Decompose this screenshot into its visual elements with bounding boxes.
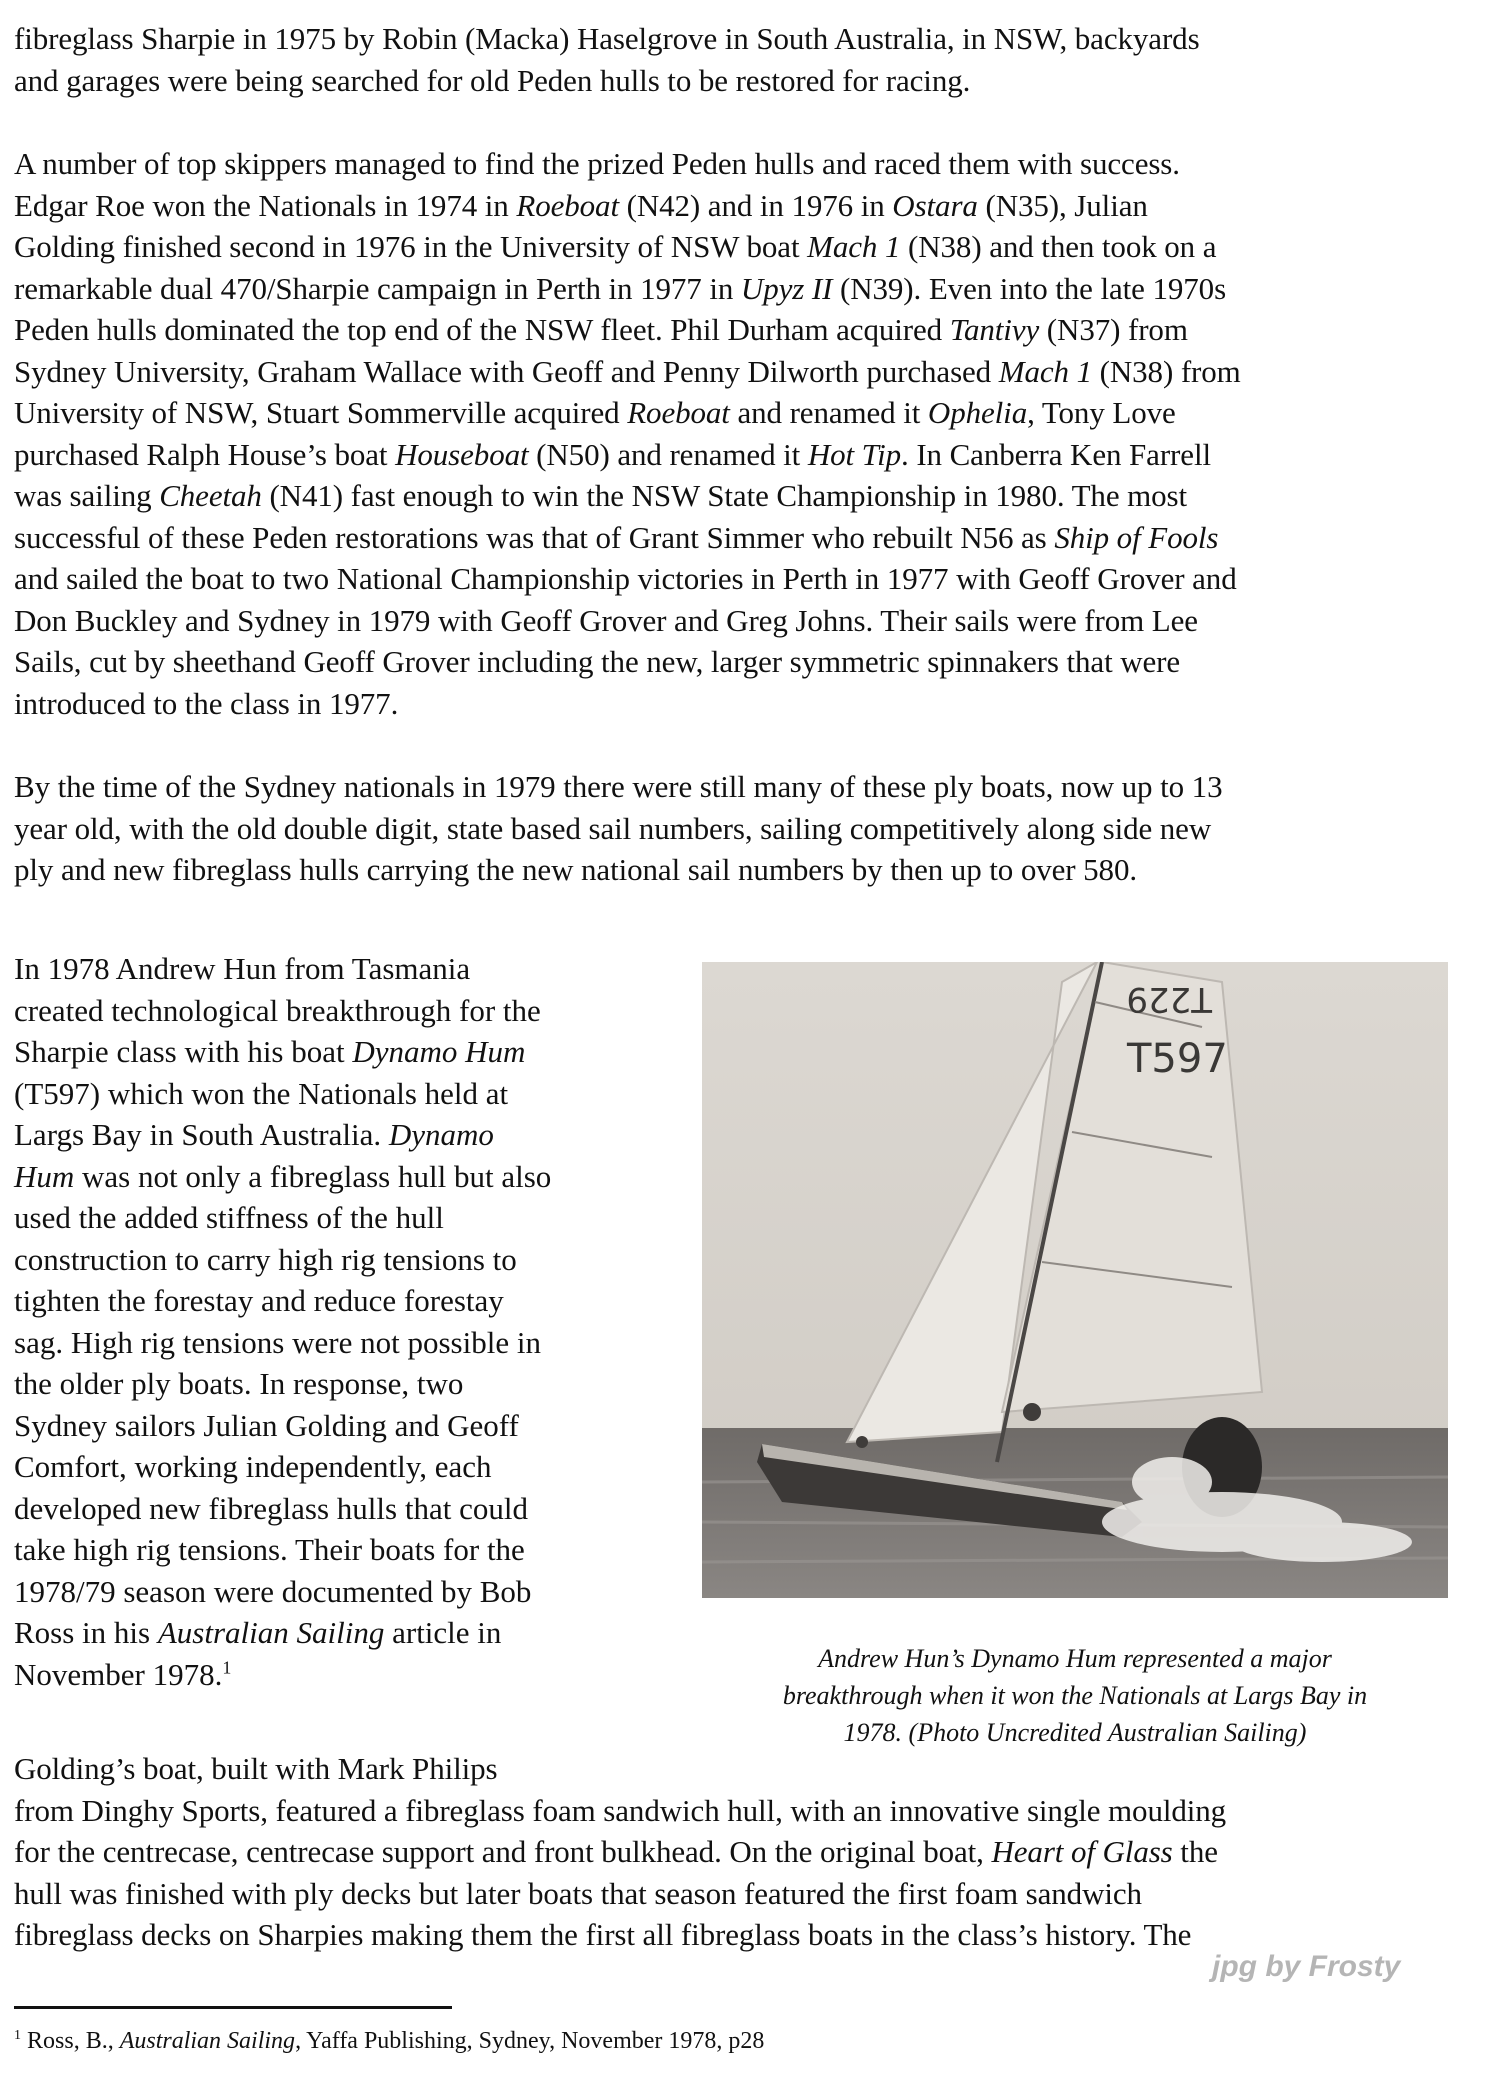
text-segment: (N38) from (1091, 353, 1241, 389)
text-segment: Sydney sailors Julian Golding and Geoff (14, 1407, 519, 1443)
text-line (14, 143, 1494, 185)
italic-title: Heart of Glass (991, 1834, 1173, 1869)
text-segment: used the added stiffness of the hull (14, 1200, 444, 1235)
text-line (14, 1748, 1494, 1790)
text-line (14, 185, 1494, 227)
text-segment: and renamed it (729, 395, 928, 430)
sail-number-top: T229 (1126, 979, 1212, 1019)
italic-title: Houseboat (395, 436, 529, 472)
text-segment: University of NSW, Stuart Sommerville acquired (14, 395, 628, 430)
text-segment: November 1978. (14, 1656, 223, 1692)
text-segment: Golding finished second in 1976 in the University of NSW boat (14, 229, 808, 264)
caption-line: Andrew Hun’s Dynamo Hum represented a major (818, 1644, 1332, 1673)
text-line (14, 1654, 694, 1696)
dinghy-photo-illustration (702, 962, 1448, 1598)
text-line (14, 1239, 694, 1281)
text-line (14, 1831, 1494, 1873)
text-line (14, 1529, 694, 1571)
text-segment: Edgar Roe won the Nationals in 1974 in (14, 187, 517, 223)
text-segment: Don Buckley and Sydney in 1979 with Geoff Grover and Greg Johns. Their sails were from Lee (14, 602, 1198, 638)
text-segment: successful of these Peden restorations was that of Grant Simmer who rebuilt N56 as (14, 519, 1055, 555)
footnote-marker: 1 (14, 2028, 21, 2043)
text-segment: (N41) fast enough to win the NSW State Championship in 1980. The most (261, 478, 1188, 513)
text-line (14, 434, 1494, 476)
italic-title: Tantivy (949, 312, 1040, 347)
text-segment: introduced to the class in 1977. (14, 685, 399, 721)
text-segment: In 1978 Andrew Hun from Tasmania (14, 951, 471, 986)
text-line (14, 1114, 694, 1156)
text-line (14, 948, 694, 990)
text-segment: Comfort, working independently, each (14, 1449, 492, 1484)
text-line (14, 1488, 694, 1530)
text-segment: developed new fibreglass hulls that could (14, 1490, 528, 1526)
text-segment: hull was finished with ply decks but later boats that season featured the first foam sandwich (14, 1875, 1142, 1911)
italic-title: Upyz II (740, 270, 833, 306)
footnote-publication-title: Australian Sailing (119, 2028, 296, 2054)
italic-title: Ostara (892, 187, 978, 223)
text-line (14, 683, 1494, 725)
italic-title: Australian Sailing (157, 1615, 385, 1650)
text-line (14, 1073, 694, 1115)
italic-title: Hum (14, 1158, 75, 1194)
text-line (14, 641, 1494, 683)
caption-line: 1978. (Photo Uncredited Australian Sailing) (843, 1718, 1307, 1747)
italic-title: Ophelia (927, 395, 1028, 430)
text-line (14, 600, 1494, 642)
text-line: fibreglass Sharpie in 1975 by Robin (Macka) Haselgrove in South Australia, in NSW, backyards (14, 21, 1200, 56)
text-segment: the (1172, 1834, 1218, 1869)
footnote-text-post: , Yaffa Publishing, Sydney, November 1978, p28 (295, 2028, 765, 2054)
italic-title: Ship of Fools (1054, 519, 1219, 555)
text-segment: article in (384, 1615, 502, 1650)
text-segment: sag. High rig tensions were not possible in (14, 1324, 541, 1360)
text-segment: purchased Ralph House’s boat (14, 436, 396, 472)
text-segment: (N35), Julian (977, 187, 1148, 223)
sail-number: T597 (1127, 1036, 1228, 1082)
text-segment: (N42) and in 1976 in (618, 187, 893, 223)
text-segment: from Dinghy Sports, featured a fibreglass foam sandwich hull, with an innovative single moulding (14, 1792, 1227, 1828)
text-segment: Peden hulls dominated the top end of the NSW fleet. Phil Durham acquired (14, 312, 950, 347)
text-segment: 1978/79 season were documented by Bob (14, 1573, 532, 1609)
italic-title: Dynamo Hum (352, 1034, 526, 1069)
text-segment: (N50) and renamed it (528, 436, 808, 472)
text-segment: . In Canberra Ken Farrell (901, 436, 1211, 472)
text-segment: Largs Bay in South Australia. (14, 1117, 389, 1152)
text-line: By the time of the Sydney nationals in 1979 there were still many of these ply boats, now up to 13 (14, 769, 1223, 804)
text-line: and garages were being searched for old Peden hulls to be restored for racing. (14, 62, 971, 98)
text-segment: for the centrecase, centrecase support and front bulkhead. On the original boat, (14, 1834, 992, 1869)
text-line (14, 351, 1494, 393)
footnote-reference[interactable]: 1 (222, 1657, 232, 1678)
italic-title: Mach 1 (807, 229, 901, 264)
text-segment: the older ply boats. In response, two (14, 1366, 464, 1401)
italic-title: Dynamo (388, 1117, 494, 1152)
text-segment: Sails, cut by sheethand Geoff Grover including the new, larger symmetric spinnakers that were (14, 644, 1181, 679)
text-segment: A number of top skippers managed to find the prized Peden hulls and raced them with success. (14, 146, 1180, 181)
text-line (14, 558, 1494, 600)
text-segment: take high rig tensions. Their boats for the (14, 1532, 525, 1567)
sailing-dinghy-photo (702, 962, 1448, 1598)
italic-title: Roeboat (516, 187, 619, 223)
text-line: ply and new fibreglass hulls carrying the new national sail numbers by then up to over 580. (14, 852, 1138, 887)
text-segment: (N39). Even into the late 1970s (832, 270, 1227, 306)
text-segment: fibreglass decks on Sharpies making them the first all fibreglass boats in the class’s history. The (14, 1917, 1192, 1952)
italic-title: Cheetah (159, 478, 262, 513)
text-line (14, 517, 1494, 559)
text-segment: was sailing (14, 478, 160, 513)
footnote-divider (14, 2006, 452, 2009)
italic-title: Mach 1 (998, 353, 1092, 389)
caption-line: breakthrough when it won the Nationals at Largs Bay in (782, 1681, 1368, 1710)
text-segment: (N37) from (1039, 312, 1188, 347)
text-segment: and sailed the boat to two National Championship victories in Perth in 1977 with Geoff Grover and (14, 561, 1237, 596)
photo-caption (700, 1640, 1450, 1751)
text-line (14, 1197, 694, 1239)
text-segment: Golding’s boat, built with Mark Philips (14, 1751, 498, 1786)
paragraph-andrew-hun (14, 948, 694, 1695)
text-segment: construction to carry high rig tensions to (14, 1241, 517, 1277)
text-line (14, 1363, 694, 1405)
text-line: year old, with the old double digit, state based sail numbers, sailing competitively along side new (14, 810, 1212, 846)
text-line (14, 1790, 1494, 1832)
text-line (14, 1156, 694, 1198)
text-line (14, 1571, 694, 1613)
text-segment: remarkable dual 470/Sharpie campaign in Perth in 1977 in (14, 270, 741, 306)
text-line (14, 1280, 694, 1322)
text-line (14, 1405, 694, 1447)
text-line (14, 990, 694, 1032)
text-line (14, 1612, 694, 1654)
text-line (14, 226, 1494, 268)
footnote-text-pre: Ross, B., (21, 2028, 120, 2054)
text-line (14, 1873, 1494, 1915)
text-segment: Sharpie class with his boat (14, 1034, 353, 1069)
text-segment: , Tony Love (1027, 395, 1176, 430)
italic-title: Hot Tip (807, 436, 902, 472)
text-segment: (N38) and then took on a (900, 229, 1217, 264)
text-segment: Ross in his (14, 1615, 158, 1650)
text-segment: tighten the forestay and reduce forestay (14, 1283, 504, 1318)
text-line (14, 1322, 694, 1364)
paragraph-peden-restorations (14, 143, 1494, 724)
watermark: jpg by Frosty (1212, 1950, 1401, 1983)
text-line (14, 309, 1494, 351)
text-segment: was not only a fibreglass hull but also (74, 1158, 552, 1194)
italic-title: Roeboat (627, 395, 730, 430)
paragraph-golding-boat (14, 1748, 1494, 1956)
paragraph-sydney-nationals-1979 (14, 766, 1494, 891)
text-line (14, 392, 1494, 434)
text-line (14, 1031, 694, 1073)
text-segment: (T597) which won the Nationals held at (14, 1075, 509, 1111)
paragraph-intro-continuation (14, 18, 1494, 101)
text-segment: created technological breakthrough for the (14, 992, 541, 1028)
text-line (14, 475, 1494, 517)
text-line (14, 1446, 694, 1488)
text-segment: Sydney University, Graham Wallace with Geoff and Penny Dilworth purchased (14, 353, 999, 389)
text-line (14, 268, 1494, 310)
footnote (14, 2026, 764, 2056)
